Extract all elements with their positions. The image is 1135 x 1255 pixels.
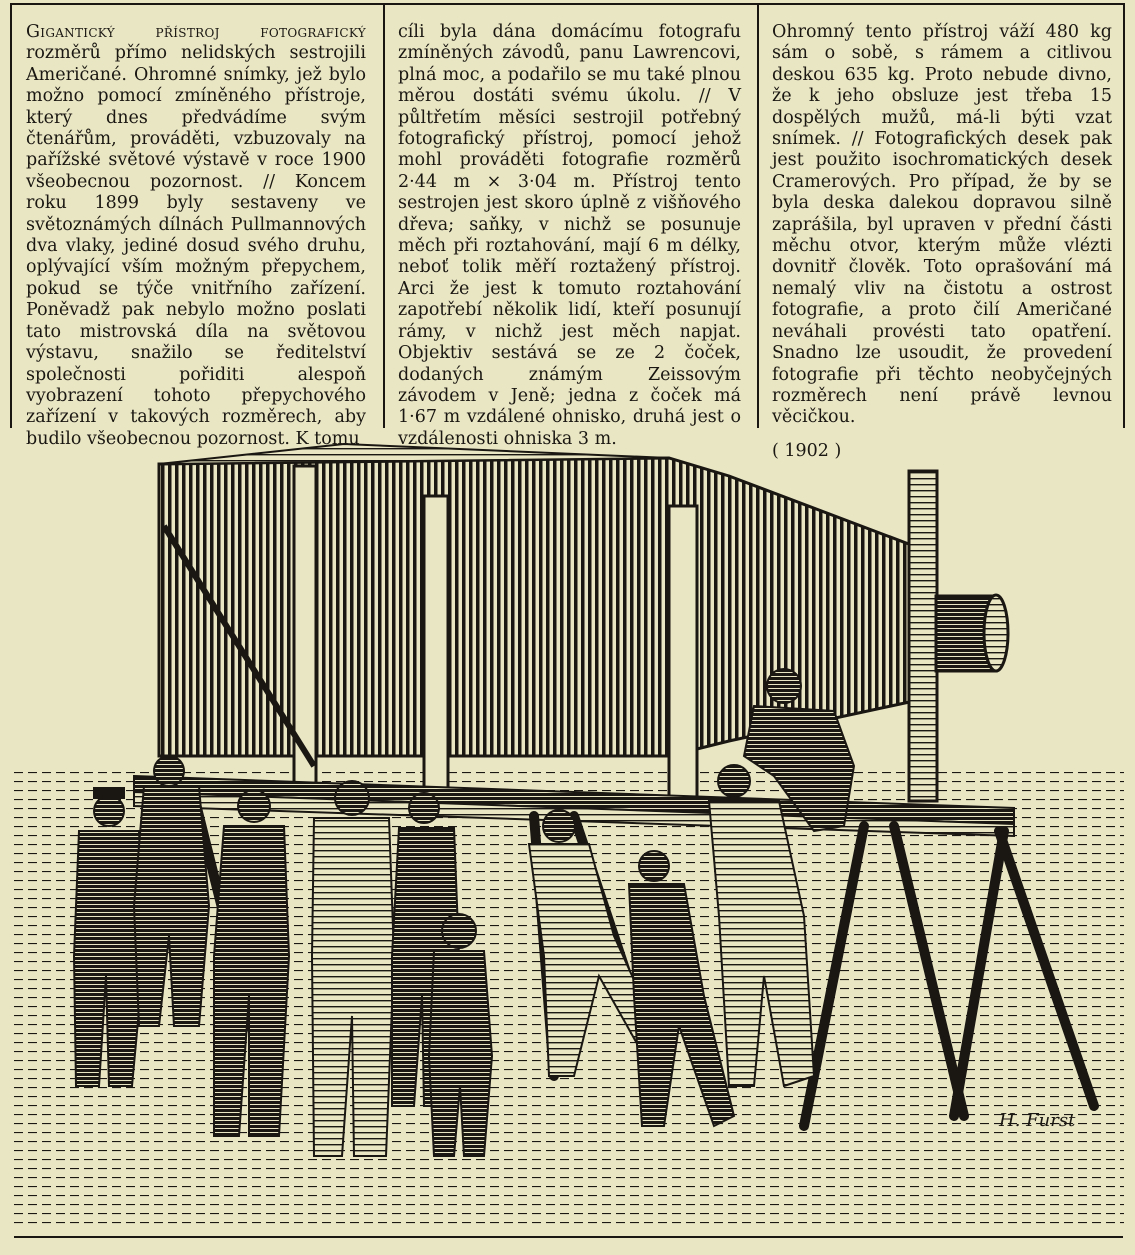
article-column-1-text: rozměrů přímo nelidských sestrojili Američané. Ohromné snímky, jež bylo možno pomocí zmíněného přístroje, který dnes předvádíme svým čtenářům, prováděti, vzbuzovaly na pařížské světové výstavě v roce 1900 všeobecnou pozornost. // Koncem roku 1899 byly sestaveny ve světoznámých dílnách Pullmannových dva vlaky, jediné dosud svého druhu, oplývající vším možným přepychem, pokud se týče vnitřního zařízení. Poněvadž pak nebylo možno poslati tato mistrovská díla na světovou výstavu, snažilo se ředitelství společnosti pořiditi alespoň vyobrazení tohoto přepychového zařízení v takových rozměrech, aby budilo všeobecnou pozornost. K tomu [26, 43, 366, 449]
frame-top-rule [10, 3, 1125, 5]
column-rule-1 [383, 3, 385, 428]
article-title-lead: Gigantický přístroj fotografický [26, 22, 366, 42]
camera-lens [936, 595, 1008, 671]
article-column-2 [398, 22, 741, 450]
engraver-signature: H. Furst [999, 1110, 1076, 1131]
column-rule-2 [757, 3, 759, 428]
article-column-3 [772, 22, 1112, 462]
bottom-rule [14, 1236, 1123, 1238]
article-column-3-text: Ohromný tento přístroj váží 480 kg sám o sobě, s rámem a citlivou deskou 635 kg. Proto nebude divno, že k jeho obsluze jest třeba 15 dospělých mužů, má-li býti vzat snímek. // Fotografických desek pak jest použito isochromatických desek Cramerových. Pro případ, že by se byla deska dalekou dopravou silně zaprášila, byl upraven v přední části měchu otvor, kterým může vlézti dovnitř člověk. Toto oprašování má nemalý vliv na čistotu a ostrost fotografie, a proto čilí Američané neváhali provésti tato opatření. Snadno lze usoudit, že provedení fotografie při těchto neobyčejných rozměrech není právě levnou věcičkou. [772, 22, 1112, 428]
frame-left-rule [10, 3, 12, 428]
giant-camera-engraving [14, 436, 1124, 1231]
frame-right-rule [1123, 3, 1125, 428]
article-column-1 [26, 22, 366, 450]
article-date: ( 1902 ) [772, 440, 842, 461]
article-column-2-text: cíli byla dána domácímu fotografu zmíněných závodů, panu Lawrencovi, plná moc, a podařilo se mu také plnou měrou dostáti svému úkolu. // V půltřetím měsíci sestrojil potřebný fotografický přístroj, pomocí jehož mohl prováděti fotografie rozměrů 2·44 m × 3·04 m. Přístroj tento sestrojen jest skoro úplně z višňového dřeva; saňky, v nichž se posunuje měch při roztahování, mají 6 m délky, neboť tolik měří roztažený přístroj. Arci že jest k tomuto roztahování zapotřebí několik lidí, kteří posunují rámy, v nichž jest měch napjat. Objektiv sestává se ze 2 čoček, dodaných známým Zeissovým závodem v Jeně; jedna z čoček má 1·67 m vzdálené ohnisko, druhá jest o vzdálenosti ohniska 3 m. [398, 22, 741, 449]
